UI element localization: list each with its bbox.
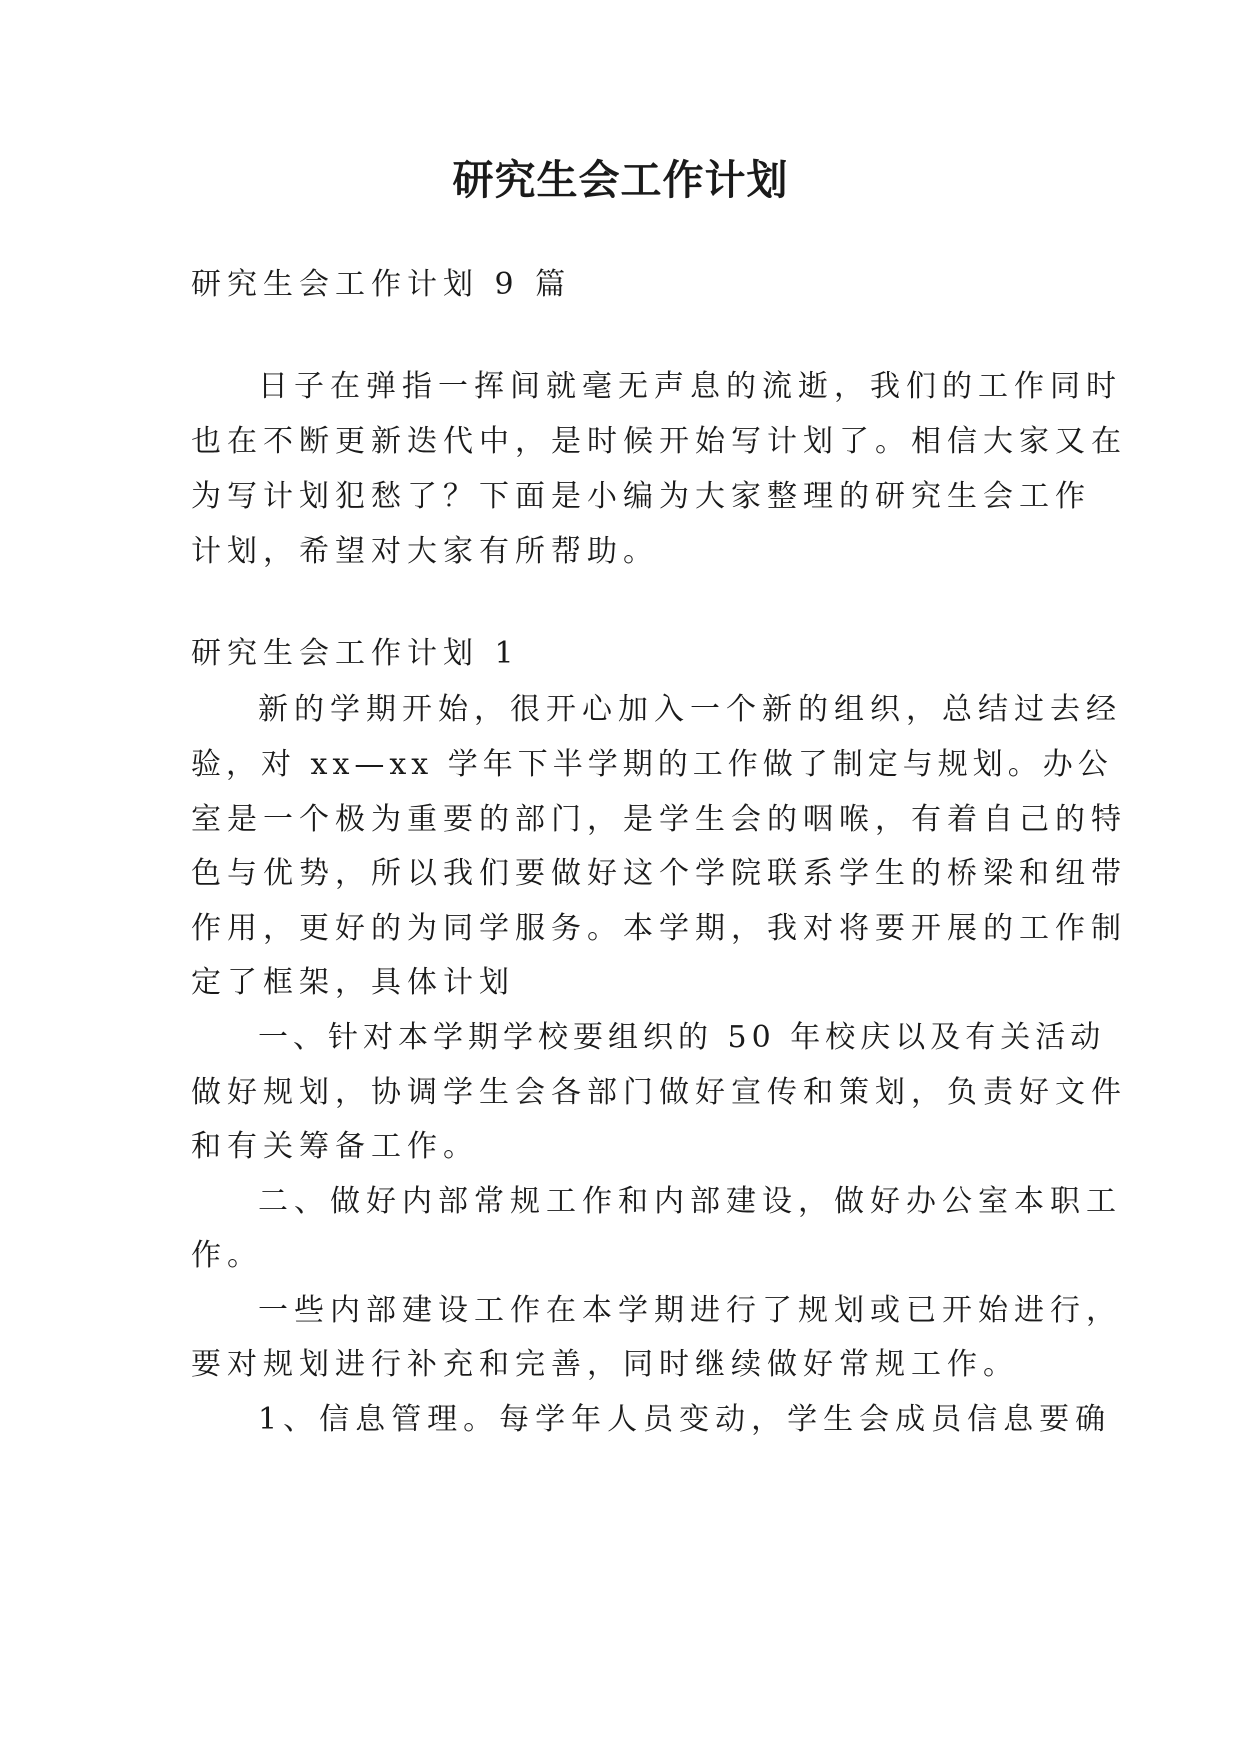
body-line-2: 验，对 xx—xx 学年下半学期的工作做了制定与规划。办公 <box>191 747 1113 782</box>
document-title: 研究生会工作计划 <box>452 156 789 204</box>
body-line-13: 要对规划进行补充和完善，同时继续做好常规工作。 <box>191 1347 1019 1382</box>
section-heading: 研究生会工作计划 1 <box>191 636 520 671</box>
intro-line-3: 为写计划犯愁了？下面是小编为大家整理的研究生会工作 <box>191 479 1091 514</box>
body-line-1: 新的学期开始，很开心加入一个新的组织，总结过去经 <box>258 692 1122 727</box>
body-line-6: 定了框架，具体计划 <box>191 965 515 1000</box>
body-line-3: 室是一个极为重要的部门，是学生会的咽喉，有着自己的特 <box>191 802 1127 837</box>
body-line-4: 色与优势，所以我们要做好这个学院联系学生的桥梁和纽带 <box>191 856 1127 891</box>
body-line-5: 作用，更好的为同学服务。本学期，我对将要开展的工作制 <box>191 911 1127 946</box>
intro-line-2: 也在不断更新迭代中，是时候开始写计划了。相信大家又在 <box>191 424 1127 459</box>
body-line-8: 做好规划，协调学生会各部门做好宣传和策划，负责好文件 <box>191 1075 1127 1110</box>
intro-line-1: 日子在弹指一挥间就毫无声息的流逝，我们的工作同时 <box>258 369 1122 404</box>
body-line-9: 和有关筹备工作。 <box>191 1129 479 1164</box>
body-line-14: 1、信息管理。每学年人员变动，学生会成员信息要确 <box>258 1402 1112 1437</box>
intro-line-4: 计划，希望对大家有所帮助。 <box>191 534 659 569</box>
body-line-12: 一些内部建设工作在本学期进行了规划或已开始进行， <box>258 1293 1122 1328</box>
document-subtitle: 研究生会工作计划 9 篇 <box>191 267 572 302</box>
body-line-7: 一、针对本学期学校要组织的 50 年校庆以及有关活动 <box>258 1020 1106 1055</box>
body-line-11: 作。 <box>191 1238 263 1273</box>
body-line-10: 二、做好内部常规工作和内部建设，做好办公室本职工 <box>258 1184 1122 1219</box>
